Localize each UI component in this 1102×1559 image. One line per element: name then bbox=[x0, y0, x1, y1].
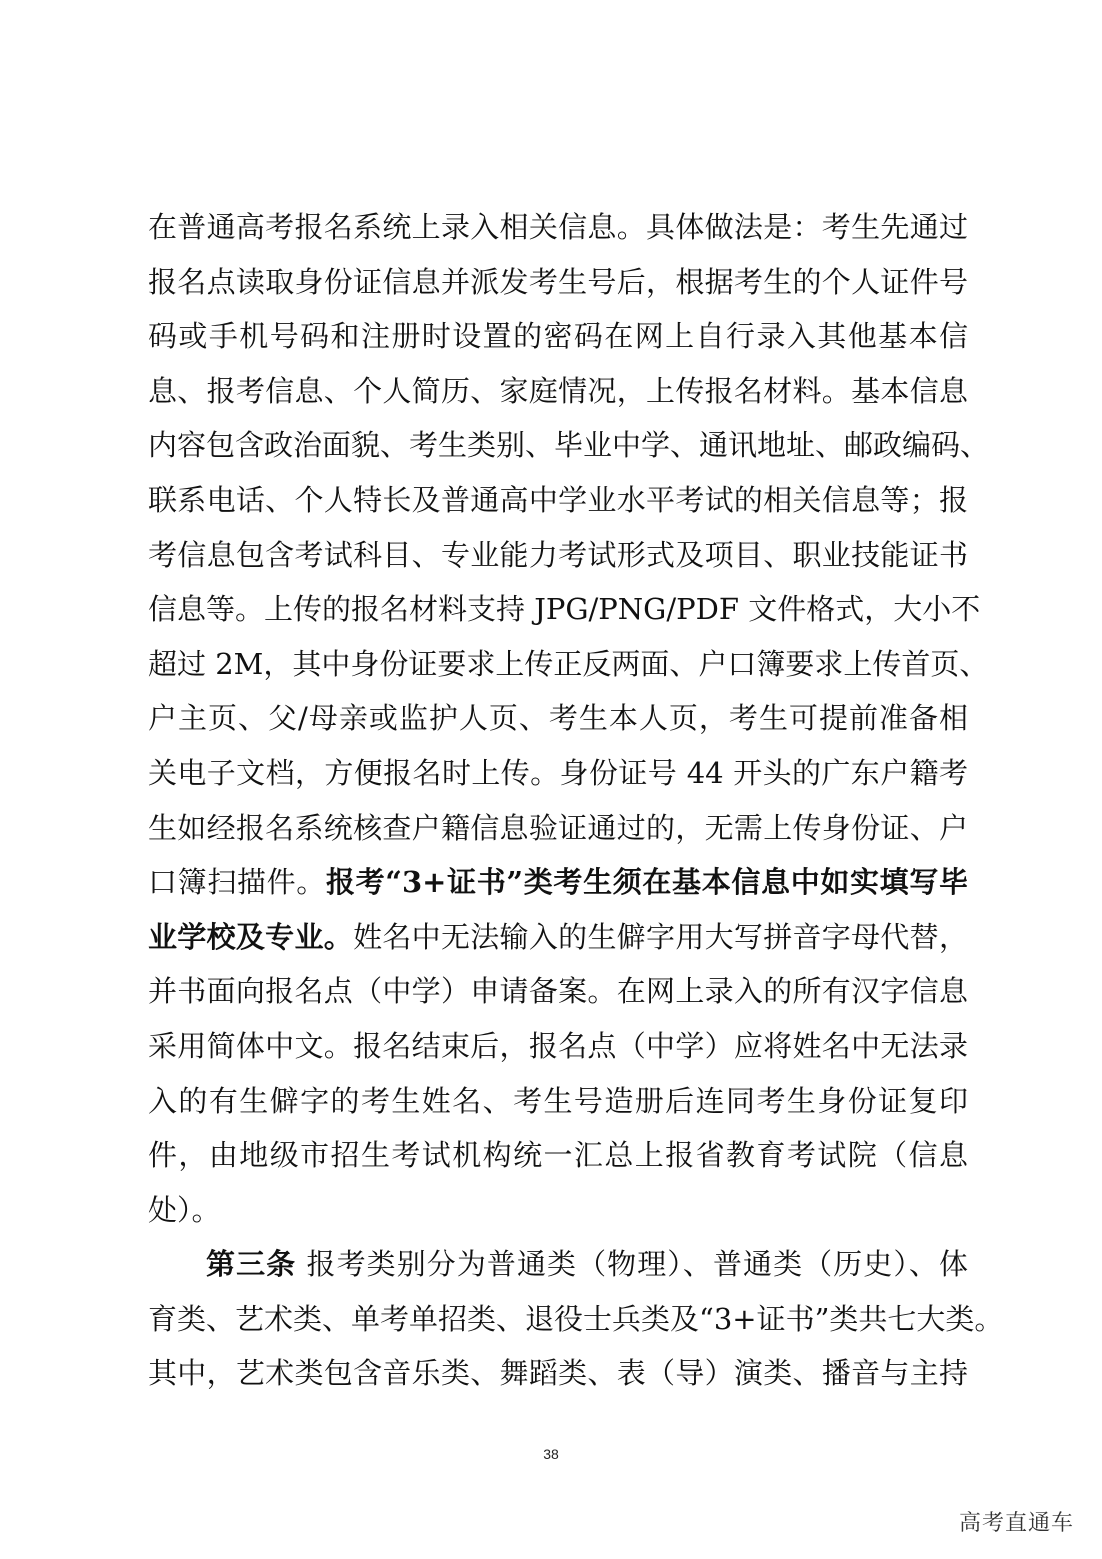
paragraph-line-mixed bbox=[148, 910, 968, 965]
paragraph-line: 育类、艺术类、单考单招类、退役士兵类及“3+证书”类共七大类。 bbox=[148, 1301, 1004, 1336]
paragraph-line: 码或手机号码和注册时设置的密码在网上自行录入其他基本信 bbox=[148, 319, 968, 354]
paragraph-line-last: 处）。 bbox=[148, 1192, 221, 1227]
paragraph-line: 信息等。上传的报名材料支持 JPG/PNG/PDF 文件格式，大小不 bbox=[148, 592, 981, 627]
paragraph-line: 采用简体中文。报名结束后，报名点（中学）应将姓名中无法录 bbox=[148, 1028, 968, 1063]
paragraph-line: 超过 2M，其中身份证要求上传正反两面、户口簿要求上传首页、 bbox=[148, 646, 989, 681]
paragraph-line: 户主页、父/母亲或监护人页、考生本人页，考生可提前准备相 bbox=[148, 701, 968, 736]
paragraph-line: 入的有生僻字的考生姓名、考生号造册后连同考生身份证复印 bbox=[148, 1083, 968, 1118]
paragraph-line-mixed bbox=[148, 855, 968, 910]
watermark-label: 高考直通车 bbox=[958, 1511, 1074, 1536]
paragraph-text: 姓名中无法输入的生僻字用大写拼音字母代替， bbox=[353, 919, 968, 954]
paragraph-line: 息、报考信息、个人简历、家庭情况，上传报名材料。基本信息 bbox=[148, 373, 968, 408]
emphasis-text: 业学校及专业。 bbox=[148, 919, 354, 954]
paragraph-line: 件，由地级市招生考试机构统一汇总上报省教育考试院（信息 bbox=[148, 1138, 968, 1173]
paragraph-line: 联系电话、个人特长及普通高中学业水平考试的相关信息等；报 bbox=[148, 482, 968, 517]
paragraph-line: 关电子文档，方便报名时上传。身份证号 44 开头的广东户籍考 bbox=[148, 755, 968, 790]
paragraph-text: 口簿扫描件。 bbox=[148, 865, 326, 900]
paragraph-line: 报名点读取身份证信息并派发考生号后，根据考生的个人证件号 bbox=[148, 264, 968, 299]
paragraph-line: 内容包含政治面貌、考生类别、毕业中学、通讯地址、邮政编码、 bbox=[148, 428, 990, 463]
paragraph-line: 其中，艺术类包含音乐类、舞蹈类、表（导）演类、播音与主持 bbox=[148, 1356, 968, 1391]
page-number: 38 bbox=[543, 1446, 559, 1462]
paragraph-text: 报考类别分为普通类（物理）、普通类（历史）、体 bbox=[306, 1247, 968, 1282]
document-body bbox=[148, 200, 1004, 1401]
article-three-title: 第三条 bbox=[206, 1247, 297, 1282]
emphasis-text: 报考“3+证书”类考生须在基本信息中如实填写毕 bbox=[325, 865, 968, 900]
article-three-first-line bbox=[148, 1237, 968, 1292]
paragraph-line: 并书面向报名点（中学）申请备案。在网上录入的所有汉字信息 bbox=[148, 974, 968, 1009]
paragraph-line: 考信息包含考试科目、专业能力考试形式及项目、职业技能证书 bbox=[148, 537, 968, 572]
paragraph-line: 生如经报名系统核查户籍信息验证通过的，无需上传身份证、户 bbox=[148, 810, 968, 845]
paragraph-line: 在普通高考报名系统上录入相关信息。具体做法是：考生先通过 bbox=[148, 210, 968, 244]
